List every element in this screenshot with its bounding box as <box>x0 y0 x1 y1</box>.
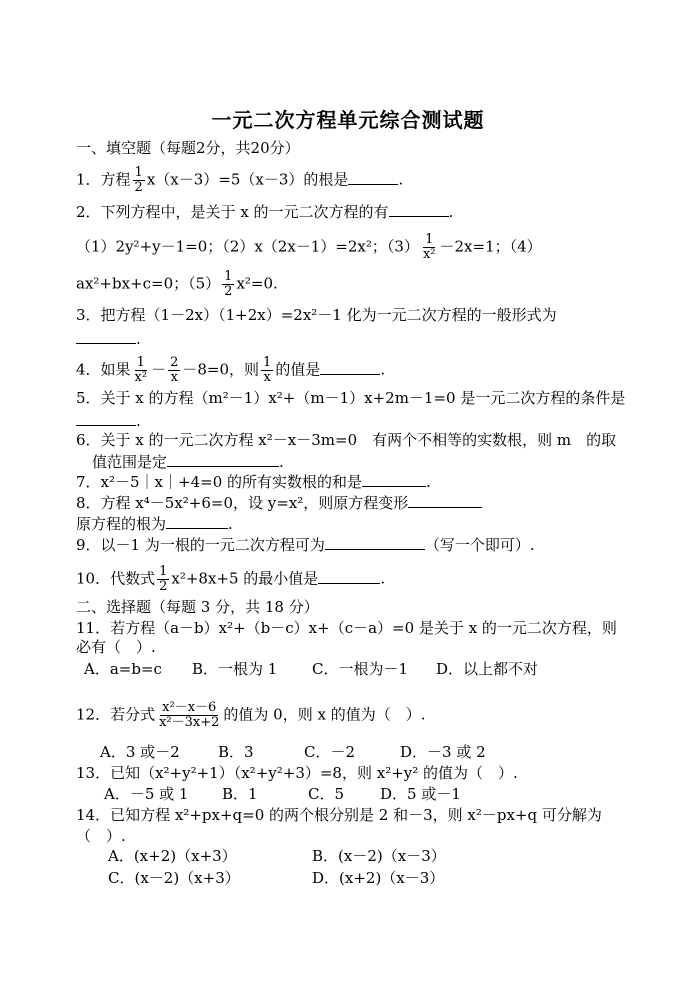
q14-option-a[interactable]: A．(x+2)（x+3） <box>108 847 237 865</box>
fraction-half: $\frac{1}{2}$ <box>224 269 233 299</box>
question-2-options-line2: ax²+bx+c=0；（5） $\frac{1}{2}$ x²=0. <box>76 269 278 299</box>
question-3: 3．把方程（1－2x）（1+2x）=2x²－1 化为一元二次方程的一般形式为 <box>76 306 557 324</box>
q13-option-a[interactable]: A．－5 或 1 <box>104 785 189 803</box>
q14-option-c[interactable]: C．(x－2)（x+3） <box>108 869 240 887</box>
q12-option-d[interactable]: D．－3 或 2 <box>400 743 486 761</box>
answer-blank[interactable] <box>389 204 449 217</box>
question-13: 13．已知（x²+y²+1）（x²+y²+3）=8，则 x²+y² 的值为（ ）. <box>76 764 518 782</box>
fraction-half: $\frac{1}{2}$ <box>159 564 168 594</box>
fraction-one-over-x-squared: $\frac{1}{\text{x²}}$ <box>134 355 148 385</box>
answer-blank[interactable] <box>76 413 136 426</box>
question-11: 11．若方程（a－b）x²+（b－c）x+（c－a）=0 是关于 x 的一元二次方程，则 <box>76 619 617 637</box>
answer-blank[interactable] <box>408 495 482 508</box>
q12-option-a[interactable]: A．3 或－2 <box>100 743 180 761</box>
q11-option-b[interactable]: B．一根为 1 <box>192 660 278 678</box>
answer-blank[interactable] <box>320 362 380 375</box>
fraction-one-over-x-squared: $\frac{1}{\text{x²}}$ <box>422 232 436 262</box>
question-14: 14．已知方程 x²+px+q=0 的两个根分别是 2 和－3，则 x²－px+q 可分解为 <box>76 806 602 824</box>
question-3-line2: . <box>76 329 141 349</box>
q14-option-b[interactable]: B．(x－2)（x－3） <box>312 847 446 865</box>
q11-option-c[interactable]: C．一根为－1 <box>312 660 409 678</box>
question-2-options-line1: （1）2y²+y－1=0；（2）x（2x－1）=2x²；（3） $\frac{1}{\text{x²}}$ －2x=1；（4） <box>76 232 542 262</box>
q14-option-d[interactable]: D．(x+2)（x－3） <box>312 869 445 887</box>
section-fill-in-heading: 一、填空题（每题2分，共20分） <box>76 139 300 157</box>
question-14-line2: （ ）. <box>76 827 126 845</box>
answer-blank[interactable] <box>166 516 228 529</box>
page-title: 一元二次方程单元综合测试题 <box>211 108 485 132</box>
q12-option-b[interactable]: B．3 <box>218 743 254 761</box>
question-6: 6．关于 x 的一元二次方程 x²－x－3m=0 有两个不相等的实数根，则 m 的取 <box>76 431 617 449</box>
q11-option-d[interactable]: D．以上都不对 <box>436 660 539 678</box>
answer-blank[interactable] <box>167 454 279 467</box>
q13-option-c[interactable]: C．5 <box>308 785 345 803</box>
question-12: 12．若分式 $\frac{\text{x²－x－6}}{\text{x²－3x+2}}$ 的值为 0，则 x 的值为（ ）. <box>76 700 426 730</box>
fraction-half: $\frac{1}{2}$ <box>134 165 143 195</box>
q13-option-b[interactable]: B．1 <box>222 785 258 803</box>
fraction-expression: $\frac{\text{x²－x－6}}{\text{x²－3x+2}}$ <box>159 700 220 730</box>
answer-blank[interactable] <box>362 474 426 487</box>
question-5: 5．关于 x 的方程（m²－1）x²+（m－1）x+2m－1=0 是一元二次方程的条件是 <box>76 389 626 407</box>
question-1: 1．方程 $\frac{1}{2}$ x（x－3）=5（x－3）的根是 . <box>76 165 404 195</box>
answer-blank[interactable] <box>348 172 398 185</box>
fraction-one-over-x: $\frac{1}{x}$ <box>263 355 272 385</box>
question-5-line2: . <box>76 411 141 431</box>
question-8: 8．方程 x⁴－5x²+6=0，设 y=x²，则原方程变形 <box>76 493 482 513</box>
fraction-two-over-x: $\frac{2}{x}$ <box>170 355 179 385</box>
q12-option-c[interactable]: C．－2 <box>304 743 356 761</box>
answer-blank[interactable] <box>325 537 425 550</box>
q13-option-d[interactable]: D．5 或－1 <box>380 785 461 803</box>
question-9: 9．以－1 为一根的一元二次方程可为 （写一个即可）. <box>76 536 535 554</box>
question-6-line2: 值范围是定 . <box>92 453 284 471</box>
answer-blank[interactable] <box>76 331 136 344</box>
question-8-line2: 原方程的根为 . <box>76 515 233 533</box>
question-10: 10．代数式 $\frac{1}{2}$ x²+8x+5 的最小值是 . <box>76 564 386 594</box>
section-choice-heading: 二、选择题（每题 3 分，共 18 分） <box>76 598 319 616</box>
question-4: 4．如果 $\frac{1}{\text{x²}}$ － $\frac{2}{x}$ －8=0，则 $\frac{1}{x}$ 的值是 . <box>76 355 386 385</box>
q11-option-a[interactable]: A．a=b=c <box>84 660 162 678</box>
question-11-line2: 必有（ ）. <box>76 638 156 656</box>
question-7: 7．x²－5｜x｜+4=0 的所有实数根的和是 . <box>76 473 431 491</box>
answer-blank[interactable] <box>318 571 380 584</box>
question-2: 2．下列方程中，是关于 x 的一元二次方程的有 . <box>76 203 454 221</box>
